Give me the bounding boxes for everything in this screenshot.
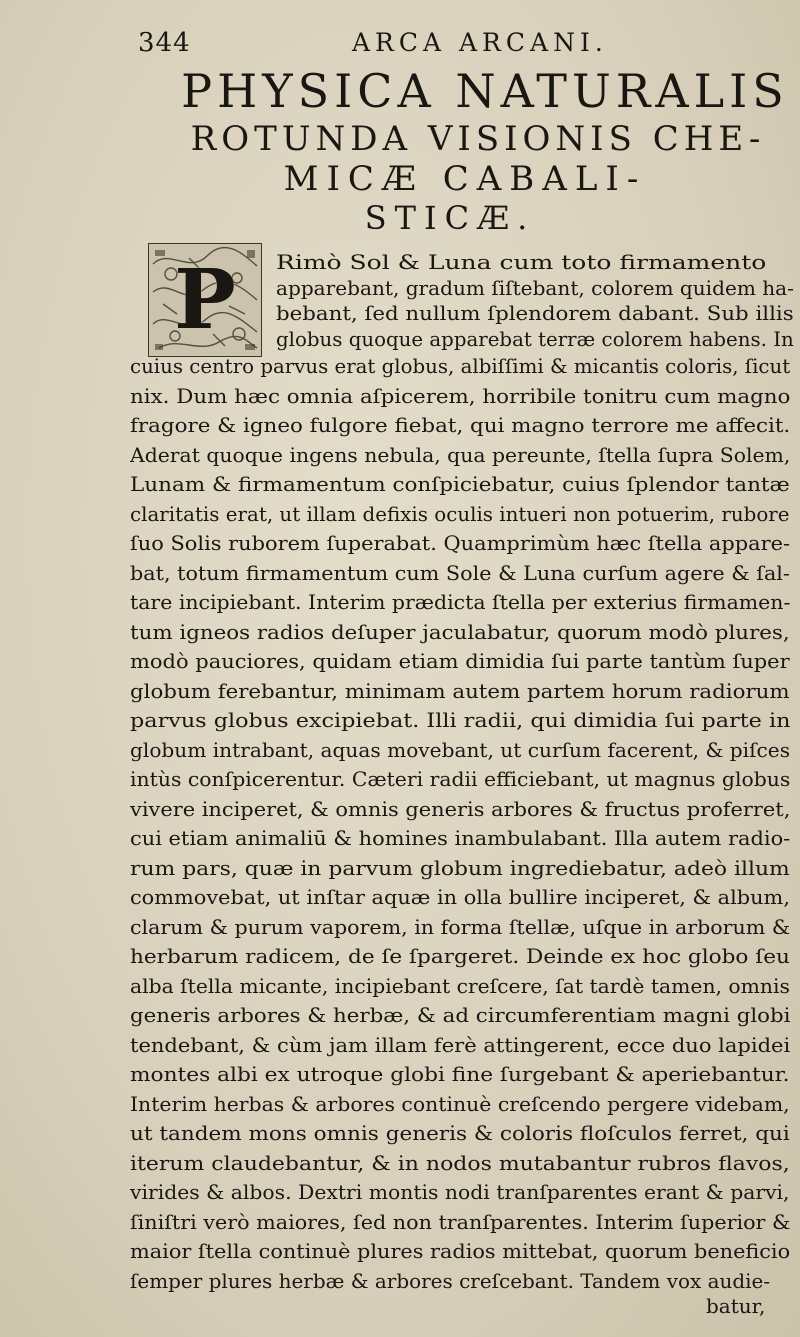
title-line-3: MICÆ CABALI- bbox=[283, 159, 647, 199]
catchword: batur, bbox=[706, 1294, 766, 1318]
text-line: apparebant, gradum ſiſtebant, colorem quidem ha- bbox=[276, 275, 794, 300]
page-number: 344 bbox=[138, 28, 191, 58]
text-line: parvus globus excipiebat. Illi radii, qui dimidia ſui parte in bbox=[130, 708, 791, 732]
text-line: globum ferebantur, minimam autem partem horum radiorum bbox=[130, 678, 790, 703]
title-line-1: PHYSICA NATURALIS bbox=[181, 64, 789, 118]
title-line-4: STICÆ. bbox=[364, 199, 536, 237]
text-line: Rimò Sol & Luna cum toto firmamento bbox=[276, 250, 767, 274]
text-line: intùs conſpicerentur. Cæteri radii efficiebant, ut magnus globus bbox=[130, 767, 791, 791]
text-line: Lunam & firmamentum conſpiciebatur, cuius ſplendor tantæ bbox=[130, 472, 790, 496]
text-line: tare incipiebant. Interim prædicta ſtella per exterius firmamen- bbox=[130, 590, 791, 614]
text-line: ut tandem mons omnis generis & coloris floſculos ferret, qui bbox=[130, 1121, 790, 1145]
text-line: generis arbores & herbæ, & ad circumferentiam magni globi bbox=[130, 1003, 791, 1027]
text-line: maior ſtella continuè plures radios mittebat, quorum beneficio bbox=[130, 1239, 791, 1263]
text-line: rum pars, quæ in parvum globum ingrediebatur, adeò illum bbox=[130, 855, 790, 880]
text-line: globus quoque apparebat terræ colorem habens. In bbox=[276, 326, 794, 351]
text-line: vivere inciperet, & omnis generis arbores & fructus proferret, bbox=[130, 796, 791, 821]
text-line: iterum claudebantur, & in nodos mutabantur rubros flavos, bbox=[130, 1150, 790, 1175]
text-line: montes albi ex utroque globi fine ſurgebant & aperiebantur. bbox=[130, 1062, 790, 1086]
text-line: nix. Dum hæc omnia aſpicerem, horribile tonitru cum magno bbox=[130, 383, 791, 408]
text-line: bebant, ſed nullum ſplendorem dabant. Sub illis bbox=[276, 301, 794, 325]
text-line: ſemper plures herbæ & arbores creſcebant. Tandem vox audie- bbox=[130, 1268, 771, 1293]
text-line: cuius centro parvus erat globus, albiſſimi & micantis coloris, ſicut bbox=[130, 354, 791, 378]
text-line: globum intrabant, aquas movebant, ut curſum facerent, & piſces bbox=[130, 737, 791, 762]
text-line: tendebant, & cùm jam illam ferè attingerent, ecce duo lapidei bbox=[130, 1032, 791, 1057]
text-line: herbarum radicem, de ſe ſpargeret. Deinde ex hoc globo ſeu bbox=[130, 944, 790, 968]
text-line: clarum & purum vaporem, in forma ſtellæ, uſque in arborum & bbox=[130, 914, 791, 939]
text-line: modò pauciores, quidam etiam dimidia ſui parte tantùm ſuper bbox=[130, 649, 790, 673]
text-line: ſiniſtri verò maiores, ſed non tranſparentes. Interim ſuperior & bbox=[130, 1209, 791, 1234]
decorated-initial bbox=[148, 243, 262, 357]
text-line: cui etiam animaliū & homines inambulabant. Illa autem radio- bbox=[130, 826, 791, 850]
text-line: Interim herbas & arbores continuè creſcendo pergere videbam, bbox=[130, 1091, 790, 1116]
text-line: alba ſtella micante, incipiebant creſcere, ſat tardè tamen, omnis bbox=[130, 973, 790, 998]
text-line: Aderat quoque ingens nebula, qua pereunte, ſtella ſupra Solem, bbox=[130, 442, 791, 467]
text-line: fragore & igneo fulgore fiebat, qui magno terrore me affecit. bbox=[130, 413, 791, 437]
text-line: commovebat, ut inſtar aquæ in olla bullire inciperet, & album, bbox=[130, 885, 790, 909]
text-line: claritatis erat, ut illam defixis oculis intueri non potuerim, rubore bbox=[130, 501, 790, 526]
text-line: virides & albos. Dextri montis nodi tranſparentes erant & parvi, bbox=[130, 1180, 790, 1204]
running-title: ARCA ARCANI. bbox=[352, 28, 608, 57]
running-head bbox=[138, 22, 778, 62]
text-line: bat, totum firmamentum cum Sole & Luna curſum agere & ſal- bbox=[130, 560, 790, 585]
text-line: tum igneos radios deſuper jaculabatur, quorum modò plures, bbox=[130, 619, 790, 644]
text-line: ſuo Solis ruborem ſuperabat. Quamprimùm hæc ſtella appare- bbox=[130, 531, 791, 555]
initial-letter: P bbox=[174, 252, 236, 348]
chapter-title bbox=[120, 64, 800, 237]
title-line-2: ROTUNDA VISIONIS CHE- bbox=[190, 119, 766, 159]
